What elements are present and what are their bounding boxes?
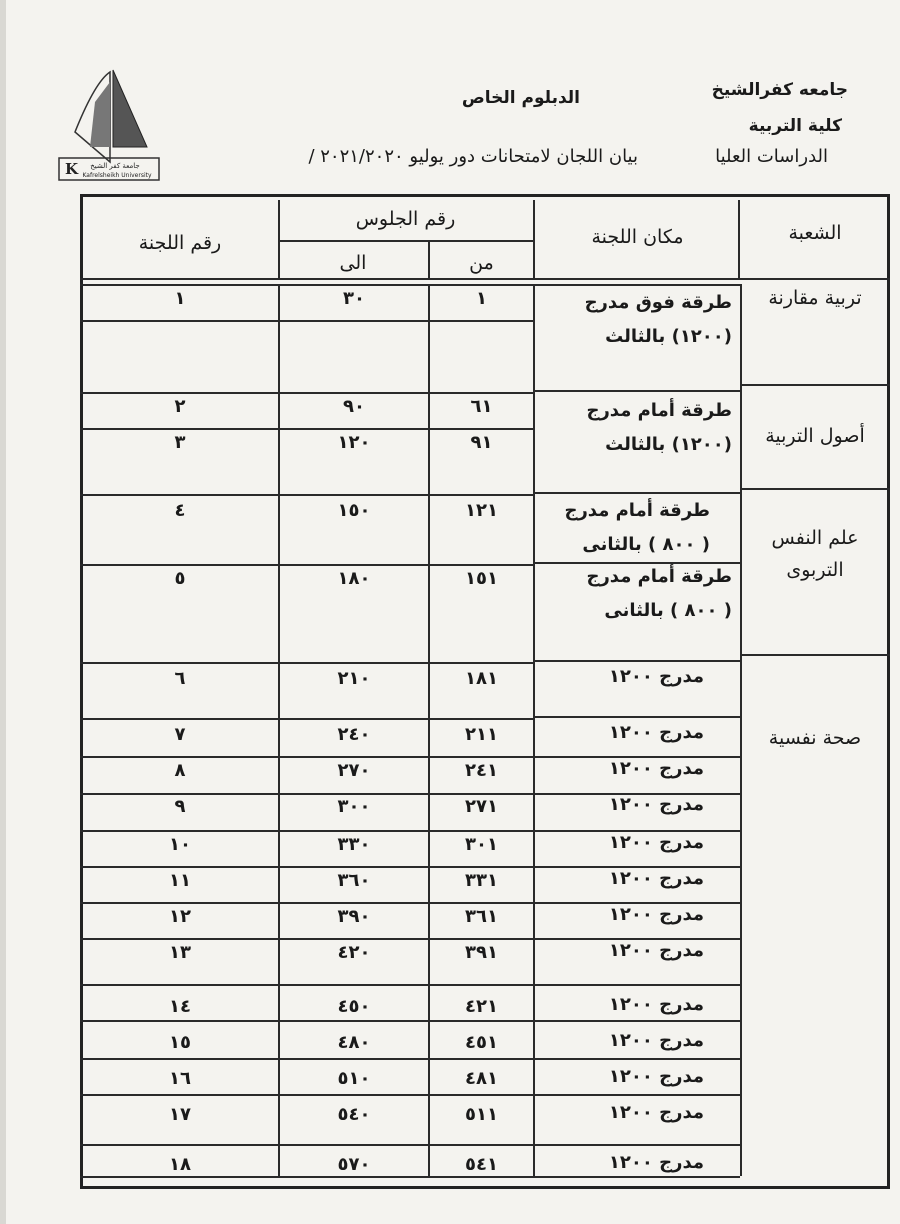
committee-number-cell: ٣ [174,432,186,453]
committee-number-cell: ١٤ [169,996,191,1017]
grid-line [80,938,533,940]
grid-line [533,984,740,986]
seat-to-cell: ١٥٠ [337,500,371,521]
committee-number-cell: ١ [174,288,186,309]
seat-from-cell: ٦١ [470,396,493,417]
committee-number-cell: ٩ [174,796,186,817]
place-hall-cell: مدرج ١٢٠٠ [608,994,704,1015]
seat-from-cell: ٤٨١ [465,1068,498,1089]
seat-from-cell: ٥٤١ [465,1154,498,1175]
grid-line [533,390,740,392]
grid-line [80,564,533,566]
logo-arabic-text: جامعة كفر الشيخ [90,162,140,170]
seat-to-cell: ٣٠٠ [337,796,371,817]
grid-line [80,494,533,496]
seat-from-cell: ٥١١ [465,1104,498,1125]
seat-to-cell: ٩٠ [343,396,365,417]
svg-text:K: K [65,160,79,178]
seat-to-cell: ٤٨٠ [337,1032,371,1053]
seat-from-cell: ٣٦١ [465,906,498,927]
grid-line [80,284,533,286]
seat-from-cell: ٢٤١ [465,760,498,781]
branch-educational-psychology: علم النفس التربوى [771,527,859,581]
branch-comparative-education: تربية مقارنة [768,287,862,309]
place-hall-cell: مدرج ١٢٠٠ [608,868,704,889]
seat-from-cell: ٢٧١ [465,796,498,817]
grid-line [533,284,535,1176]
committee-number-cell: ١١ [169,870,191,891]
place-hall-cell: مدرج ١٢٠٠ [608,666,704,687]
committee-number-cell: ١٣ [169,942,191,963]
committee-number-cell: ٥ [174,568,186,589]
place-hall-cell: مدرج ١٢٠٠ [608,904,704,925]
committee-number-cell: ١٦ [169,1068,191,1089]
grid-line [80,428,533,430]
seat-to-cell: ٢٤٠ [337,724,371,745]
seat-to-cell: ٥٤٠ [337,1104,371,1125]
department-name: الدراسات العليا [715,146,828,167]
header-to: الى [339,252,367,274]
grid-line [80,1020,533,1022]
seat-from-cell: ٢١١ [465,724,498,745]
seat-to-cell: ٥٧٠ [337,1154,371,1175]
seat-from-cell: ١٨١ [465,668,498,689]
grid-line [278,240,533,242]
seat-to-cell: ٣٠ [343,288,365,309]
committee-number-cell: ٧ [174,724,186,745]
grid-line [740,384,890,386]
seat-from-cell: ١ [476,288,487,309]
seat-from-cell: ٤٥١ [465,1032,498,1053]
grid-line [80,830,533,832]
committee-number-cell: ١٢ [169,906,191,927]
header-branch: الشعبة [788,222,842,244]
grid-line [80,392,533,394]
seat-to-cell: ٣٣٠ [337,834,371,855]
place-corridor-1: طرقة فوق مدرج (١٢٠٠) بالثالث [584,292,732,347]
faculty-name: كلية التربية [748,116,842,136]
place-hall-cell: مدرج ١٢٠٠ [608,940,704,961]
grid-line [80,1058,533,1060]
grid-line [80,278,890,280]
grid-line [80,1144,533,1146]
seat-from-cell: ١٥١ [465,568,498,589]
grid-line [80,662,533,664]
page-edge [0,0,6,1224]
place-corridor-2: طرقة أمام مدرج (١٢٠٠) بالثالث [586,400,732,455]
seat-from-cell: ٩١ [470,432,493,453]
grid-line [80,793,533,795]
committee-number-cell: ٤ [174,500,186,521]
committee-number-cell: ١٧ [169,1104,191,1125]
committee-number-cell: ٦ [174,668,186,689]
branch-foundations-of-education: أصول التربية [765,425,865,447]
seat-to-cell: ١٨٠ [337,568,371,589]
logo-english-text: Kafrelsheikh University [82,172,152,179]
seat-to-cell: ٣٦٠ [337,870,371,891]
seat-to-cell: ٤٥٠ [337,996,371,1017]
grid-line [80,320,533,322]
seat-from-cell: ٣٣١ [465,870,498,891]
header-place: مكان اللجنة [591,226,684,248]
place-hall-cell: مدرج ١٢٠٠ [608,794,704,815]
grid-line [80,866,533,868]
place-hall-cell: مدرج ١٢٠٠ [608,758,704,779]
grid-line [740,488,890,490]
grid-line [80,984,533,986]
grid-line [740,654,890,656]
grid-line [80,902,533,904]
committee-number-cell: ٨ [174,760,186,781]
grid-line [80,1176,533,1178]
committee-number-cell: ١٥ [169,1032,191,1053]
seat-from-cell: ٤٢١ [465,996,498,1017]
place-corridor-3: طرقة أمام مدرج ( ٨٠٠ ) بالثانى [564,500,710,555]
branch-mental-health: صحة نفسية [768,727,862,749]
place-hall-cell: مدرج ١٢٠٠ [608,722,704,743]
seat-to-cell: ٤٢٠ [337,942,371,963]
header-seat-number: رقم الجلوس [355,208,456,230]
document-title: بيان اللجان لامتحانات دور يوليو ٢٠٢١/٢٠٢٠ / [308,146,638,167]
seat-to-cell: ٥١٠ [337,1068,371,1089]
place-corridor-4: طرقة أمام مدرج ( ٨٠٠ ) بالثانى [586,566,732,621]
university-name: جامعه كفرالشيخ [711,80,848,100]
university-logo [55,62,165,184]
header-committee-number: رقم اللجنة [138,232,222,254]
committee-number-cell: ١٠ [169,834,191,855]
grid-line [80,756,533,758]
place-hall-cell: مدرج ١٢٠٠ [608,1152,704,1173]
seat-from-cell: ٣٠١ [465,834,498,855]
seat-to-cell: ٢٧٠ [337,760,371,781]
place-hall-cell: مدرج ١٢٠٠ [608,832,704,853]
seat-to-cell: ٢١٠ [337,668,371,689]
header-from: من [469,252,494,274]
place-hall-cell: مدرج ١٢٠٠ [608,1102,704,1123]
seat-from-cell: ١٢١ [465,500,498,521]
program-name: الدبلوم الخاص [461,88,580,108]
grid-line [80,718,533,720]
committee-number-cell: ٢ [174,396,186,417]
seat-to-cell: ١٢٠ [337,432,371,453]
place-hall-cell: مدرج ١٢٠٠ [608,1066,704,1087]
committee-number-cell: ١٨ [169,1154,191,1175]
seat-to-cell: ٣٩٠ [337,906,371,927]
grid-line [80,1094,533,1096]
place-hall-cell: مدرج ١٢٠٠ [608,1030,704,1051]
seat-from-cell: ٣٩١ [465,942,498,963]
